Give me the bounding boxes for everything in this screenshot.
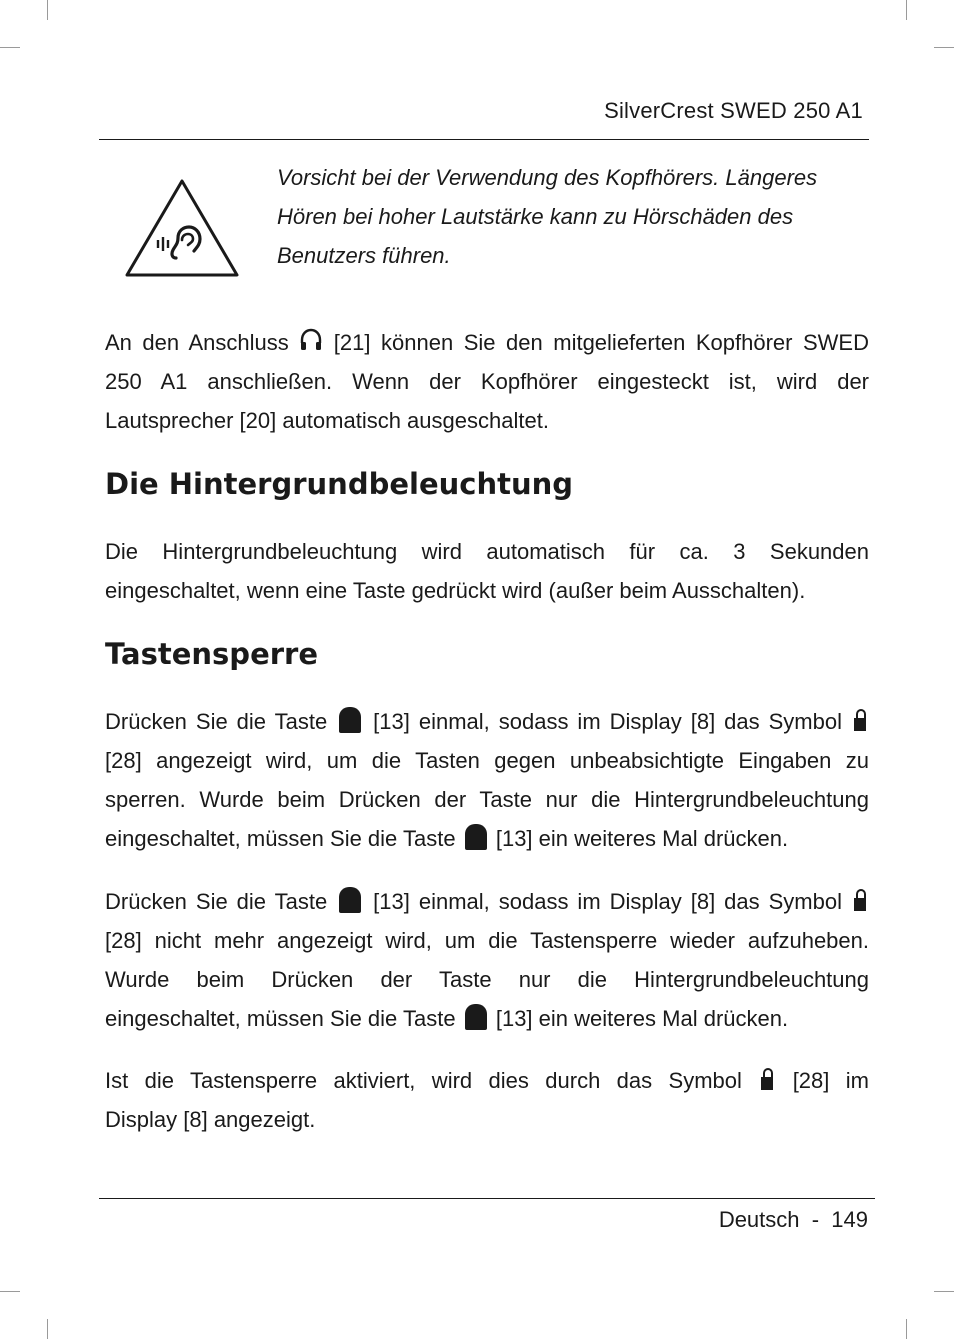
crop-mark [0, 47, 20, 48]
page-footer: Deutsch - 149 [718, 1207, 868, 1232]
footer-rule [99, 1198, 875, 1199]
crop-mark [906, 1319, 907, 1339]
lock-symbol-icon [854, 709, 866, 731]
text-span: Ist die Tastensperre aktiviert, wird dies durch das Symbol [105, 1068, 742, 1093]
text-span: [21] können Sie den mitgelieferten Kopfhörer SWED [333, 330, 869, 355]
keylock-paragraph-2 [105, 882, 869, 1038]
hearing-damage-warning-icon [124, 178, 240, 278]
lock-key-icon [339, 887, 361, 913]
paragraph-line: [28] angezeigt wird, um die Tasten gegen unbeabsichtigte Eingaben zu [105, 748, 869, 773]
lock-key-icon [465, 824, 487, 850]
text-span: [13] einmal, sodass im Display [8] das Symbol [373, 709, 842, 734]
paragraph-line [105, 323, 869, 362]
keylock-paragraph-3 [105, 1061, 869, 1139]
section-heading-keylock: Tastensperre [105, 637, 319, 671]
paragraph-line: [28] nicht mehr angezeigt wird, um die Tastensperre wieder aufzuheben. [105, 928, 869, 953]
paragraph-line: Display [8] angezeigt. [105, 1107, 316, 1132]
crop-mark [0, 1291, 20, 1292]
crop-mark [906, 0, 907, 20]
text-span: [13] ein weiteres Mal drücken. [495, 826, 789, 851]
paragraph-line: eingeschaltet, wenn eine Taste gedrückt wird (außer beim Ausschalten). [105, 578, 806, 603]
section-heading-backlight: Die Hintergrundbeleuchtung [105, 467, 574, 501]
headphones-icon [299, 328, 323, 352]
text-span: [13] einmal, sodass im Display [8] das Symbol [373, 889, 842, 914]
paragraph-line: Die Hintergrundbeleuchtung wird automatisch für ca. 3 Sekunden [105, 539, 869, 564]
backlight-paragraph [105, 532, 869, 610]
crop-mark [934, 1291, 954, 1292]
crop-mark [934, 47, 954, 48]
text-span: eingeschaltet, müssen Sie die Taste [105, 826, 456, 851]
lock-key-icon [339, 707, 361, 733]
paragraph-line [105, 1061, 869, 1100]
text-span: An den Anschluss [105, 330, 289, 355]
paragraph-line: Lautsprecher [20] automatisch ausgeschaltet. [105, 408, 549, 433]
warning-text: Vorsicht bei der Verwendung des Kopfhörers. Längeres Hören bei hoher Lautstärke kann zu Hörschäden des Benutzers führen. [277, 165, 818, 268]
keylock-paragraph-1 [105, 702, 869, 858]
text-span: [13] ein weiteres Mal drücken. [495, 1006, 789, 1031]
text-span: eingeschaltet, müssen Sie die Taste [105, 1006, 456, 1031]
paragraph-line [105, 702, 869, 741]
paragraph-line [105, 819, 869, 858]
paragraph-line: Wurde beim Drücken der Taste nur die Hintergrundbeleuchtung [105, 967, 869, 992]
text-span: [28] im [792, 1068, 869, 1093]
paragraph-line: sperren. Wurde beim Drücken der Taste nur die Hintergrundbeleuchtung [105, 787, 869, 812]
paragraph-line [105, 999, 869, 1038]
paragraph-line: 250 A1 anschließen. Wenn der Kopfhörer eingesteckt ist, wird der [105, 369, 869, 394]
lock-symbol-icon [854, 889, 866, 911]
lock-symbol-icon [761, 1068, 773, 1090]
lock-key-icon [465, 1004, 487, 1030]
text-span: Drücken Sie die Taste [105, 889, 328, 914]
crop-mark [47, 1319, 48, 1339]
paragraph-line [105, 882, 869, 921]
headphones-paragraph [105, 323, 869, 440]
crop-mark [47, 0, 48, 20]
text-span: Drücken Sie die Taste [105, 709, 328, 734]
running-header: SilverCrest SWED 250 A1 [604, 98, 863, 123]
header-rule [99, 139, 869, 140]
